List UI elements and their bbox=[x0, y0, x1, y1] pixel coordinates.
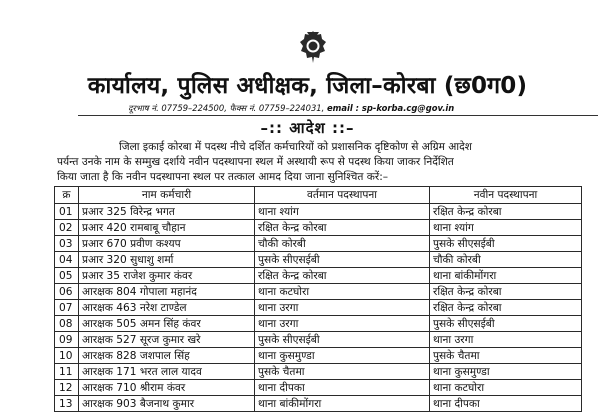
new-posting-cell: थाना श्यांग bbox=[430, 220, 582, 236]
header-divider bbox=[78, 115, 598, 116]
table-header-row bbox=[55, 187, 582, 204]
new-posting-cell: चौकी कोरबी bbox=[430, 252, 582, 268]
serial-cell: 05 bbox=[55, 268, 79, 284]
serial-cell: 07 bbox=[55, 300, 79, 316]
serial-cell: 03 bbox=[55, 236, 79, 252]
table-row bbox=[55, 268, 582, 284]
new-posting-cell: रक्षित केन्द्र कोरबा bbox=[430, 284, 582, 300]
current-posting-cell: थाना उरगा bbox=[255, 316, 430, 332]
employee-name-cell: प्रआर 670 प्रवीण कश्यप bbox=[79, 236, 255, 252]
order-line-2: पर्यन्त उनके नाम के सम्मुख दर्शाये नवीन पदस्थापना स्थल में अस्थायी रूप से पदस्थ किया जाकर निर्देशित bbox=[57, 156, 454, 168]
table-row bbox=[55, 380, 582, 396]
order-line-3: किया जाता है कि नवीन पदस्थापना स्थल पर तत्काल आमद दिया जाना सुनिश्चित करें:– bbox=[57, 171, 389, 183]
serial-cell: 01 bbox=[55, 204, 79, 220]
column-header-new-posting: नवीन पदस्थापना bbox=[430, 187, 582, 204]
table-row bbox=[55, 220, 582, 236]
current-posting-cell: पुसके चैतमा bbox=[255, 364, 430, 380]
current-posting-cell: रक्षित केन्द्र कोरबा bbox=[255, 268, 430, 284]
serial-cell: 08 bbox=[55, 316, 79, 332]
current-posting-cell: थाना श्यांग bbox=[255, 204, 430, 220]
new-posting-cell: पुसके सीएसईबी bbox=[430, 236, 582, 252]
new-posting-cell: रक्षित केन्द्र कोरबा bbox=[430, 300, 582, 316]
column-header-serial: क्र bbox=[55, 187, 79, 204]
table-row bbox=[55, 348, 582, 364]
employee-name-cell: आरक्षक 710 श्रीराम कंवर bbox=[79, 380, 255, 396]
current-posting-cell: पुसके सीएसईबी bbox=[255, 252, 430, 268]
table-row bbox=[55, 252, 582, 268]
column-header-employee-name: नाम कर्मचारी bbox=[79, 187, 255, 204]
current-posting-cell: पुसके सीएसईबी bbox=[255, 332, 430, 348]
column-header-current-posting: वर्तमान पदस्थापना bbox=[255, 187, 430, 204]
table-row bbox=[55, 316, 582, 332]
current-posting-cell: थाना दीपका bbox=[255, 380, 430, 396]
employee-name-cell: प्रआर 325 विरेन्द्र भगत bbox=[79, 204, 255, 220]
transfer-table bbox=[54, 186, 582, 412]
table-row bbox=[55, 364, 582, 380]
table-row bbox=[55, 204, 582, 220]
employee-name-cell: आरक्षक 505 अमन सिंह कंवर bbox=[79, 316, 255, 332]
new-posting-cell: पुसके सीएसईबी bbox=[430, 316, 582, 332]
new-posting-cell: थाना कुसमुण्डा bbox=[430, 364, 582, 380]
serial-cell: 13 bbox=[55, 396, 79, 412]
serial-cell: 09 bbox=[55, 332, 79, 348]
table-row bbox=[55, 396, 582, 412]
order-line-1: जिला इकाई कोरबा में पदस्थ नीचे दर्शित कर्मचारियों को प्रशासनिक दृष्टिकोण से अग्रिम आदेश bbox=[119, 141, 472, 153]
contact-fax: फैक्स नं. 07759–224031, bbox=[229, 103, 325, 113]
police-emblem-icon bbox=[298, 30, 328, 64]
serial-cell: 10 bbox=[55, 348, 79, 364]
current-posting-cell: थाना कटघोरा bbox=[255, 284, 430, 300]
office-title: कार्यालय, पुलिस अधीक्षक, जिला–कोरबा (छ0ग0) bbox=[87, 73, 528, 99]
table-row bbox=[55, 332, 582, 348]
employee-name-cell: आरक्षक 828 जशपाल सिंह bbox=[79, 348, 255, 364]
new-posting-cell: पुसके चैतमा bbox=[430, 348, 582, 364]
new-posting-cell: रक्षित केन्द्र कोरबा bbox=[430, 204, 582, 220]
employee-name-cell: आरक्षक 171 भरत लाल यादव bbox=[79, 364, 255, 380]
employee-name-cell: आरक्षक 527 सूरज कुमार खरे bbox=[79, 332, 255, 348]
serial-cell: 04 bbox=[55, 252, 79, 268]
employee-name-cell: प्रआर 420 रामबाबू चौहान bbox=[79, 220, 255, 236]
employee-name-cell: प्रआर 35 राजेश कुमार कंवर bbox=[79, 268, 255, 284]
serial-cell: 02 bbox=[55, 220, 79, 236]
serial-cell: 12 bbox=[55, 380, 79, 396]
contact-line bbox=[128, 103, 598, 114]
order-body bbox=[57, 140, 605, 185]
serial-cell: 06 bbox=[55, 284, 79, 300]
table-row bbox=[55, 236, 582, 252]
new-posting-cell: थाना कटघोरा bbox=[430, 380, 582, 396]
current-posting-cell: चौकी कोरबी bbox=[255, 236, 430, 252]
employee-name-cell: आरक्षक 903 बैजनाथ कुमार bbox=[79, 396, 255, 412]
table-row bbox=[55, 284, 582, 300]
new-posting-cell: थाना दीपका bbox=[430, 396, 582, 412]
new-posting-cell: थाना उरगा bbox=[430, 332, 582, 348]
contact-email: email : sp-korba.cg@gov.in bbox=[326, 103, 455, 113]
order-heading: –:: आदेश ::– bbox=[260, 119, 355, 137]
table-row bbox=[55, 300, 582, 316]
employee-name-cell: आरक्षक 804 गोपाला महानंद bbox=[79, 284, 255, 300]
employee-name-cell: आरक्षक 463 नरेश टाण्डेल bbox=[79, 300, 255, 316]
current-posting-cell: रक्षित केन्द्र कोरबा bbox=[255, 220, 430, 236]
new-posting-cell: थाना बांकीमोंगरा bbox=[430, 268, 582, 284]
current-posting-cell: थाना बांकीमोंगरा bbox=[255, 396, 430, 412]
employee-name-cell: प्रआर 320 सुधाशु शर्मा bbox=[79, 252, 255, 268]
contact-phone: दूरभाष नं. 07759–224500, bbox=[128, 103, 227, 113]
current-posting-cell: थाना उरगा bbox=[255, 300, 430, 316]
current-posting-cell: थाना कुसमुण्डा bbox=[255, 348, 430, 364]
serial-cell: 11 bbox=[55, 364, 79, 380]
